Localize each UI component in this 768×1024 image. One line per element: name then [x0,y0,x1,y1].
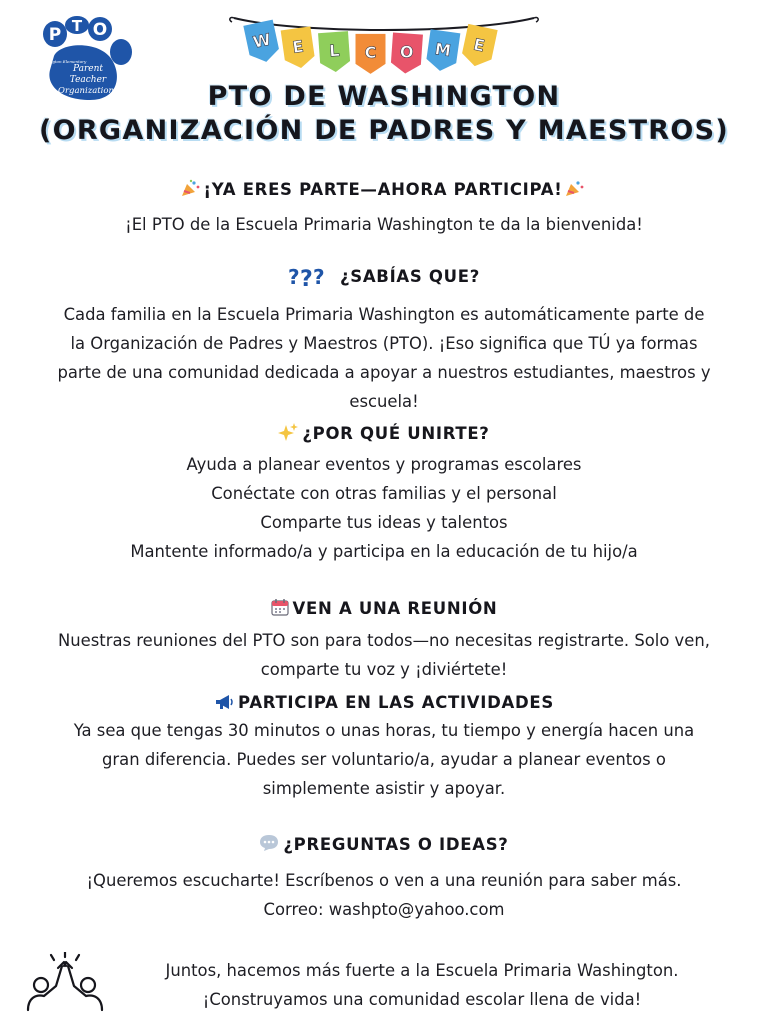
activities-heading [0,692,768,714]
welcome-text: ¡El PTO de la Escuela Primaria Washington te da la bienvenida! [125,215,643,234]
title-line: PTO DE WASHINGTON [207,81,561,112]
footer-line: Juntos, hacemos más fuerte a la Escuela Primaria Washington. [165,961,679,980]
questions-text [0,866,768,924]
banner-letter: E [471,34,487,56]
questions-heading [0,834,768,856]
svg-text:?: ? [312,265,326,288]
logo-letter: T [71,17,83,35]
logo-letter: P [48,25,62,45]
party-popper-icon [564,179,584,197]
banner-flag [390,33,423,75]
banner-letter: C [364,42,377,62]
speech-bubble-icon [259,834,279,852]
why-join-heading [0,423,768,445]
high-five-icon [24,952,106,1014]
text-line: simplemente asistir y apoyar. [262,779,506,798]
party-popper-icon [180,179,200,197]
megaphone-icon [214,694,234,710]
list-item: Comparte tus ideas y talentos [260,513,508,532]
banner-flag [425,29,460,73]
banner-letter: M [433,39,453,61]
did-you-know-heading-text: ¿SABÍAS QUE? [339,267,480,286]
welcome-heading-text: ¡YA ERES PARTE—AHORA PARTICIPA! [203,180,563,199]
did-you-know-text [0,300,768,416]
logo-line: Parent [72,64,104,74]
banner-letter: W [251,29,273,52]
list-item: Conéctate con otras familias y el personal [211,484,557,503]
banner-flag [243,20,281,65]
svg-text:?: ? [299,267,314,288]
footer-line: ¡Construyamos una comunidad escolar llena de vida! [202,990,642,1009]
welcome-banner [228,8,540,78]
banner-letter: O [399,42,415,62]
text-line: escuela! [349,392,419,411]
text-line: Nuestras reuniones del PTO son para todos—no necesitas registrarte. Solo ven, [58,631,710,650]
why-join-heading-text: ¿POR QUÉ UNIRTE? [302,424,490,443]
banner-flag [460,24,498,69]
calendar-icon [271,598,289,616]
meeting-heading-text: VEN A UNA REUNIÓN [292,599,498,618]
contact-email: Correo: washpto@yahoo.com [263,900,505,919]
did-you-know-heading [0,262,768,288]
banner-letter: L [328,40,341,61]
logo-line: Organization [57,86,115,96]
why-join-list [0,450,768,566]
title-line: (ORGANIZACIÓN DE PADRES Y MAESTROS) [38,115,730,146]
list-item: Ayuda a planear eventos y programas escolares [186,455,582,474]
text-line: gran diferencia. Puedes ser voluntario/a, ayudar a planear eventos o [102,750,666,769]
sparkles-icon [278,423,298,441]
text-line: Cada familia en la Escuela Primaria Washington es automáticamente parte de [63,305,705,324]
activities-heading-text: PARTICIPA EN LAS ACTIVIDADES [238,693,554,712]
banner-flag [356,34,386,74]
logo-letter: O [92,20,108,40]
svg-text:?: ? [287,265,301,288]
meeting-text [0,626,768,684]
text-line: ¡Queremos escucharte! Escríbenos o ven a una reunión para saber más. [86,871,682,890]
banner-letter: E [291,36,305,57]
questions-heading-text: ¿PREGUNTAS O IDEAS? [283,835,509,854]
logo-line: Teacher [69,75,107,85]
footer-text [112,956,732,1014]
text-line: parte de una comunidad dedicada a apoyar a nuestros estudiantes, maestros y [57,363,711,382]
question-marks-icon [288,262,326,288]
banner-flag [318,31,351,73]
page-title [0,80,768,148]
welcome-heading [0,179,768,201]
text-line: la Organización de Padres y Maestros (PTO). ¡Eso significa que TÚ ya formas [70,334,698,353]
text-line: Ya sea que tengas 30 minutos o unas horas, tu tiempo y energía hacen una [73,721,695,740]
logo-small-text: Washington Elementary [38,59,87,64]
banner-flag [281,26,316,70]
meeting-heading [0,598,768,620]
text-line: comparte tu voz y ¡diviértete! [260,660,508,679]
activities-text [0,716,768,803]
list-item: Mantente informado/a y participa en la educación de tu hijo/a [130,542,638,561]
